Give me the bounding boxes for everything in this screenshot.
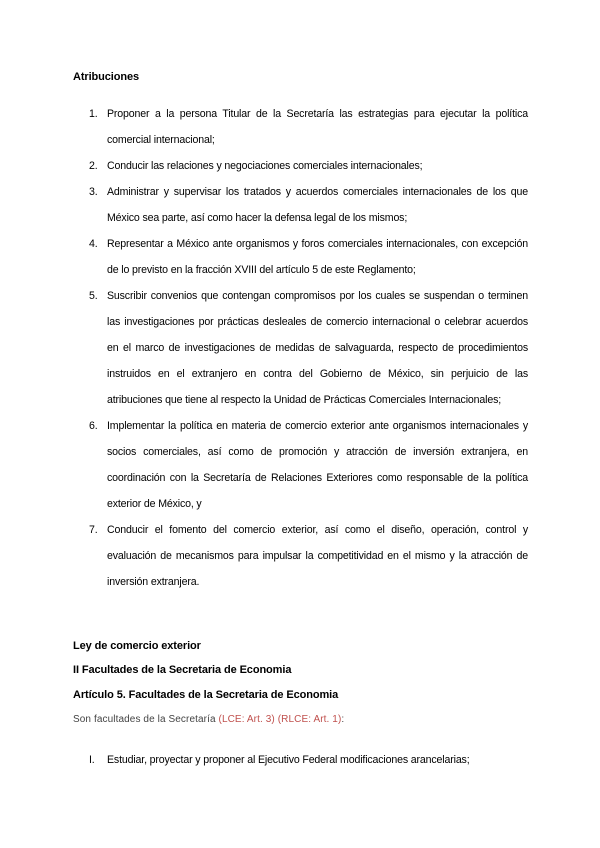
list-item xyxy=(73,413,528,517)
heading-articulo-5: Artículo 5. Facultades de la Secretaria de Economia xyxy=(73,689,339,701)
list-item xyxy=(73,153,528,179)
item-text: Conducir el fomento del comercio exterior, así como el diseño, operación, control y evaluación de mecanismos para impulsar la competitividad en el mismo y la atracción de inversión extranjera. xyxy=(107,524,528,588)
heading-atribuciones: Atribuciones xyxy=(73,71,140,83)
item-text: Representar a México ante organismos y foros comerciales internacionales, con excepción de lo previsto en la fracción XVIII del artículo 5 de este Reglamento; xyxy=(107,238,528,276)
item-number: 7. xyxy=(89,524,98,536)
reference-lce: (LCE: Art. 3) xyxy=(218,714,275,725)
heading-facultades: II Facultades de la Secretaria de Economia xyxy=(73,664,292,676)
item-number: 4. xyxy=(89,238,98,250)
atribuciones-list xyxy=(73,101,528,595)
facultades-list xyxy=(73,747,528,773)
item-number: 5. xyxy=(89,290,98,302)
reference-rlce: (RLCE: Art. 1) xyxy=(277,714,342,725)
item-number: 1. xyxy=(89,108,98,120)
intro-colon: : xyxy=(341,714,345,725)
list-item xyxy=(73,283,528,413)
item-number: 2. xyxy=(89,160,98,172)
item-number: 6. xyxy=(89,420,98,432)
item-text: Suscribir convenios que contengan compromisos por los cuales se suspendan o terminen las investigaciones por prácticas desleales de comercio internacional o celebrar acuerdos en el marco de investigaciones de medidas de salvaguarda, respecto de procedimientos instruidos en el extranjero en contra del Gobierno de México, sin perjuicio de las atribuciones que tiene al respecto la Unidad de Prácticas Comerciales Internacionales; xyxy=(107,290,528,406)
item-text: Estudiar, proyectar y proponer al Ejecutivo Federal modificaciones arancelarias; xyxy=(107,754,470,766)
list-item xyxy=(73,747,528,773)
item-text: Administrar y supervisar los tratados y acuerdos comerciales internacionales de los que México sea parte, así como hacer la defensa legal de los mismos; xyxy=(107,186,528,224)
list-item xyxy=(73,517,528,595)
list-item xyxy=(73,101,528,153)
item-number: 3. xyxy=(89,186,98,198)
heading-ley-comercio-exterior: Ley de comercio exterior xyxy=(73,640,201,652)
list-item xyxy=(73,231,528,283)
item-text: Proponer a la persona Titular de la Secretaría las estrategias para ejecutar la política comercial internacional; xyxy=(107,108,528,146)
item-text: Conducir las relaciones y negociaciones comerciales internacionales; xyxy=(107,160,423,172)
intro-text: Son facultades de la Secretaría xyxy=(73,714,219,725)
facultades-intro xyxy=(73,714,344,725)
list-item xyxy=(73,179,528,231)
item-text: Implementar la política en materia de comercio exterior ante organismos internacionales y socios comerciales, así como de promoción y atracción de inversión extranjera, en coordinación con la Secretaría de Relaciones Exteriores como responsable de la política exterior de México, y xyxy=(107,420,528,510)
item-number: I. xyxy=(89,754,95,766)
